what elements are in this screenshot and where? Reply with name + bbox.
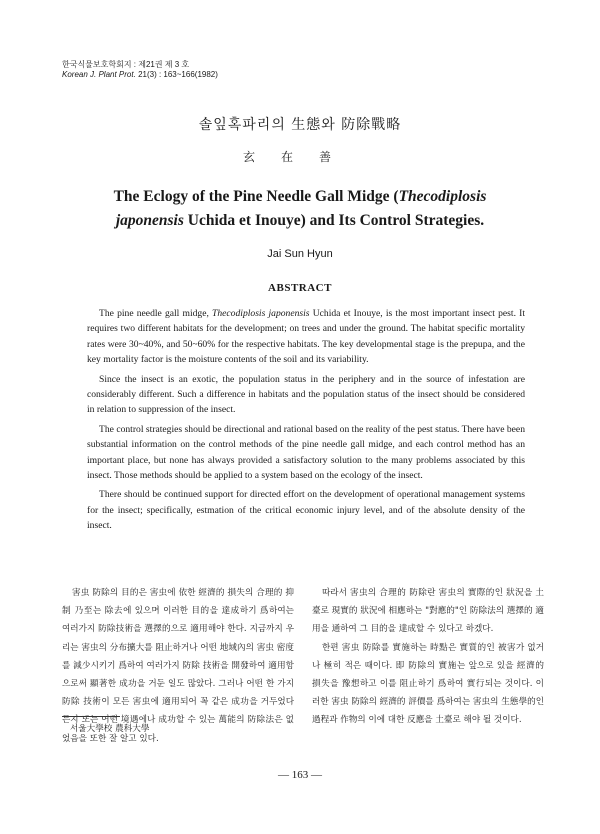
abstract-p1-rest: Uchida et Inouye, is the most important insect pest. It requires two different habitats for the development; on trees and under the ground. The habitat specific mortality rates were 30~40%, and 50~60% for the respective habitats. The key developmental stage is the prepupa, and the key mortality factor is the moisture contents of the soil and its variability. <box>87 308 525 366</box>
affiliation-footnote: 서울大學校 農科大學 <box>70 724 150 734</box>
body-left-paragraph: 害虫 防除의 目的은 害虫에 依한 經濟的 損失의 合理的 抑制 乃至는 除去에 있으며 이러한 目的을 達成하기 爲하여는 여러가지 防除技術을 選擇的으로 適用해야 한다. 지금까지 우리는 害虫의 分布擴大를 阻止하거나 어떤 地域內의 害虫 密度를 減少시키기 爲하여 여러가지 防除 技術을 開發하여 適用함으로써 顯著한 成功을 거둔 일도 많았다. 그러나 어떤 한 가지 防除 技術이 모든 害虫에 適用되어 꼭 같은 成功을 거두었다든지 또는 어떤 境遇에나 成功할 수 있는 萬能의 防除法은 없었음을 또한 잘 알고 있다. <box>62 588 294 744</box>
title-korean: 솔잎혹파리의 生態와 防除戰略 <box>198 117 402 133</box>
body-right-paragraph-2: 한편 害虫 防除를 實施하는 時點은 實質的인 被害가 없거나 極히 적은 때이다. 即 防除의 實施는 앞으로 있을 經濟的 損失을 豫想하고 이를 阻止하기 爲하여 實行되는 것이다. 이러한 害虫 防除의 經濟的 評價를 爲하여는 害虫의 生態學的인 過程과 作物의 이에 대한 反應을 土臺로 해야 될 것이다. <box>312 642 544 726</box>
page-number: — 163 — <box>278 769 322 781</box>
journal-line-korean: 한국식물보호학회지 : 제21권 제 3 호 <box>62 60 190 69</box>
journal-line-english <box>62 70 218 80</box>
title-english-part1: The Eclogy of the Pine Needle Gall Midge ( <box>113 188 399 205</box>
abstract-heading: ABSTRACT <box>268 282 332 294</box>
abstract-paragraph-1 <box>87 306 525 368</box>
body-column-right <box>312 584 544 730</box>
abstract-paragraph-3: The control strategies should be directional and rational based on the reality of the pest status. There have been substantial information on the control methods of the pine needle gall midge, and each control method has an important place, but none has always provided a satisfactory solution to the many problems associated by this insect. Those methods should be applied to a system based on the ecology of the insect. <box>87 423 525 482</box>
title-english-species: Thecodiplosis japonensis <box>115 188 487 229</box>
author-korean: 玄在善 <box>242 150 357 164</box>
abstract-paragraph-4: There should be continued support for directed effort on the development of operational management systems for the insect; specifically, estmation of the critical economic injury level, and of the absolute density of the insect. <box>87 489 525 532</box>
abstract-paragraph-2: Since the insect is an exotic, the population status in the periphery and in the source of infestation are considerably different. Such a difference in habitats and the population status of the insect should be considered in relation to suppression of the insect. <box>87 373 525 416</box>
body-right-paragraph-1: 따라서 害虫의 合理的 防除란 害虫의 實際的인 狀況을 土臺로 現實的 狀況에 相應하는 "對應的"인 防除法의 選擇的 適用을 通하여 그 目的을 達成할 수 있다고 하겠다. <box>312 588 544 635</box>
title-english <box>80 185 520 233</box>
journal-name: Korean J. Plant Prot. <box>62 70 136 79</box>
journal-citation <box>62 60 218 80</box>
footnote-rule <box>62 716 120 717</box>
abstract-p1-species: Thecodiplosis japonensis <box>212 308 310 319</box>
author-english: Jai Sun Hyun <box>267 248 333 260</box>
abstract-p1-start: The pine needle gall midge, <box>99 308 213 319</box>
abstract-body <box>87 306 525 538</box>
journal-volume-pages: 21(3) : 163~166(1982) <box>138 70 218 79</box>
title-english-part2: Uchida et Inouye) and Its Control Strategies. <box>183 212 485 229</box>
